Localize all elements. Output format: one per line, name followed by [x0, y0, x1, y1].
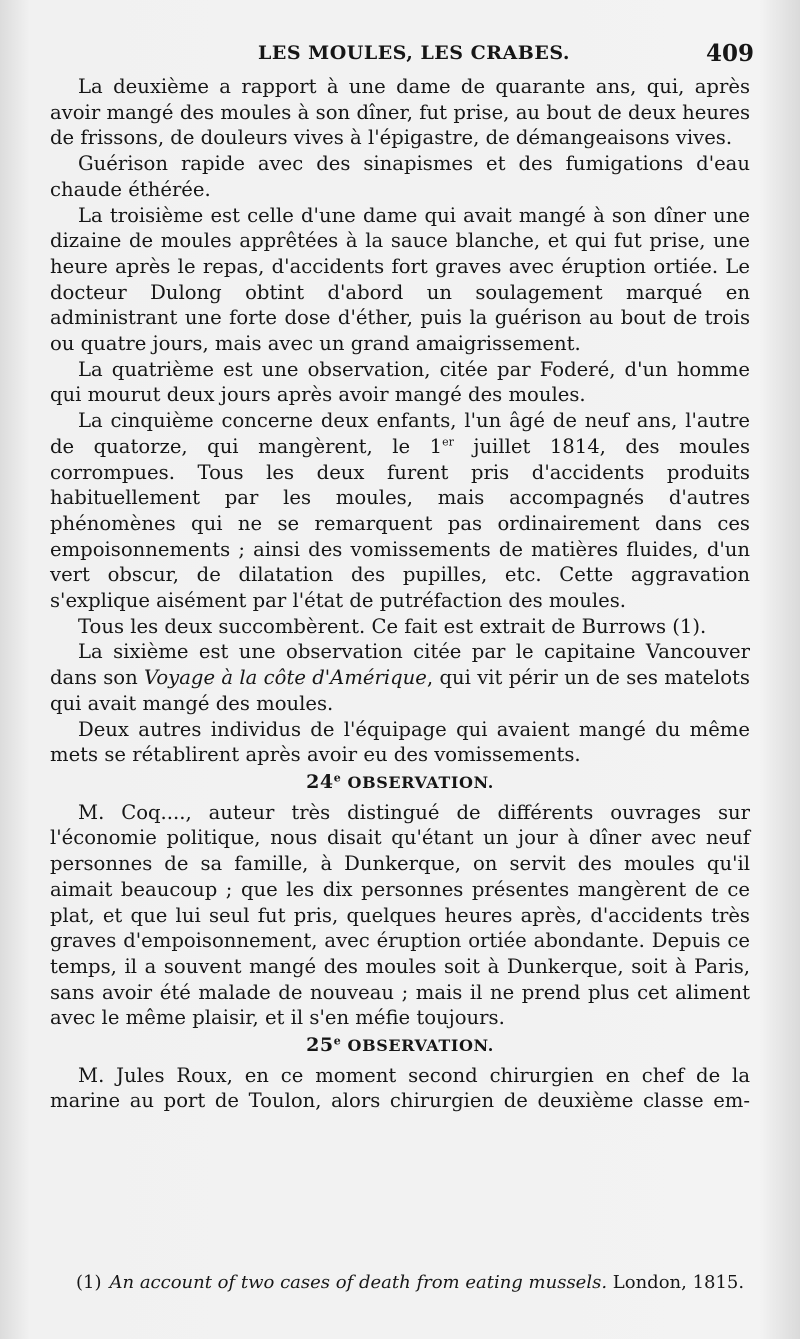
paragraph-sixieme	[50, 639, 750, 716]
paragraph-coq: M. Coq...., auteur très distingué de différents ouvrages sur l'économie politique, nous disait qu'étant un jour à dîner avec neuf personnes de sa famille, à Dunkerque, on servit des moules qu'il aimait beaucoup ; que les dix personnes présentes mangèrent de ce plat, et que lui seul fut pris, quelques heures après, d'accidents très graves d'empoisonnement, avec éruption ortiée abondante. Depuis ce temps, il a souvent mangé des moules soit à Dunkerque, soit à Paris, sans avoir été malade de nouveau ; mais il ne prend plus cet aliment avec le même plaisir, et il s'en méfie toujours.	[50, 800, 750, 1030]
page-header	[0, 38, 800, 78]
footnote-mark: (1)	[76, 1272, 102, 1293]
footnote-title: An account of two cases of death from eating mussels.	[109, 1272, 608, 1293]
book-title-italic: Voyage à la côte d'Amérique	[144, 666, 427, 690]
paragraph-cinquieme-part-1: La cinquième concerne deux enfants, l'un âgé de neuf ans, l'autre de quatorze, qui mangèrent, le 1	[50, 409, 750, 458]
observation-24-heading	[50, 770, 750, 796]
paragraph-cinquieme	[50, 408, 750, 614]
paragraph-sixieme-part-2: , qui vit périr un de ses matelots qui avait mangé des moules.	[50, 666, 750, 715]
observation-25-label: OBSERVATION.	[341, 1036, 494, 1056]
observation-24-sup: e	[333, 771, 342, 785]
paragraph-roux: M. Jules Roux, en ce moment second chirurgien en chef de la marine au port de Toulon, alors chirurgien de deuxième classe em-	[50, 1063, 750, 1113]
observation-25-sup: e	[333, 1034, 342, 1048]
paragraph-equipage: Deux autres individus de l'équipage qui avaient mangé du même mets se rétablirent après avoir eu des vomissements.	[50, 717, 750, 767]
paragraph-sixieme-part-1: La sixième est une observation citée par le capitaine Vancouver dans son	[50, 640, 750, 690]
paragraph-quatrieme: La quatrième est une observation, citée par Foderé, d'un homme qui mourut deux jours après avoir mangé des moules.	[50, 357, 750, 407]
footnote-place-date: London, 1815.	[607, 1272, 745, 1293]
superscript-er: er	[442, 435, 454, 449]
paragraph-guerison: Guérison rapide avec des sinapismes et des fumigations d'eau chaude éthérée.	[50, 152, 750, 201]
observation-25-heading	[50, 1033, 750, 1059]
paragraph-deuxieme: La deuxième a rapport à une dame de quarante ans, qui, après avoir mangé des moules à son dîner, fut prise, au bout de deux heures de frissons, de douleurs vives à l'épigastre, de démangeaisons vives.	[50, 75, 750, 150]
paragraph-succomberent: Tous les deux succombèrent. Ce fait est extrait de Burrows (1).	[78, 614, 707, 638]
observation-24-label: OBSERVATION.	[341, 772, 494, 792]
page-number: 409	[706, 40, 755, 67]
paragraph-troisieme: La troisième est celle d'une dame qui avait mangé à son dîner une dizaine de moules apprêtées à la sauce blanche, et qui fut prise, une heure après le repas, d'accidents fort graves avec éruption ortiée. Le docteur Dulong obtint d'abord un soulagement marqué en administrant une forte dose d'éther, puis la guérison au bout de trois ou quatre jours, mais avec un grand amaigrissement.	[50, 203, 750, 356]
observation-24-number: 24	[306, 770, 334, 793]
running-head: LES MOULES, LES CRABES.	[258, 42, 570, 64]
footnote	[76, 1271, 756, 1295]
paragraph-cinquieme-part-2: juillet 1814, des moules corrompues. Tous les deux furent pris d'accidents produits habituellement par les moules, mais accompagnés d'autres phénomènes qui ne se remarquent pas ordinairement dans ces empoisonnements ; ainsi des vomissements de matières fluides, d'un vert obscur, de dilatation des pupilles, etc. Cette aggravation s'explique aisément par l'état de putréfaction des moules.	[50, 434, 751, 613]
observation-25-number: 25	[306, 1034, 334, 1057]
body-text	[50, 74, 750, 1114]
